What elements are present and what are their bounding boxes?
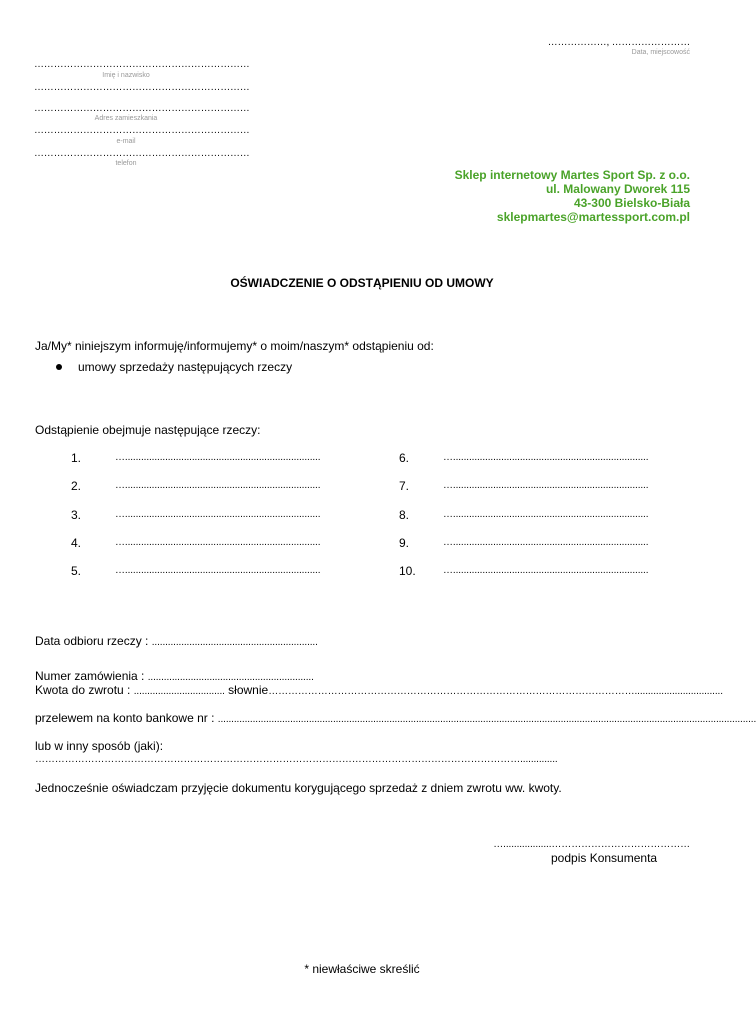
- refund-field: [35, 683, 723, 699]
- document-title: OŚWIADCZENIE O ODSTĄPIENIU OD UMOWY: [230, 276, 494, 290]
- item-dots: ….........................................................................: [443, 537, 649, 548]
- receipt-date-label: Data odbioru rzeczy :: [35, 634, 149, 648]
- item-number: 7.: [399, 479, 410, 493]
- name-dots: …………………………………………………………: [34, 59, 250, 70]
- item-number: 10.: [399, 564, 416, 578]
- item-number: 1.: [71, 451, 82, 465]
- refund-words-dots: ………………………………………………………………………………………………….................................: [268, 686, 723, 697]
- confirmation-text: Jednocześnie oświadczam przyjęcie dokumentu korygującego sprzedaż z dniem zwrotu ww. kwoty.: [35, 781, 562, 795]
- item-dots: ….........................................................................: [443, 452, 649, 463]
- email-dots: …………………………………………………………: [34, 125, 250, 136]
- refund-label: Kwota do zwrotu :: [35, 683, 131, 697]
- date-place-caption: Data, miejscowość: [631, 49, 690, 56]
- phone-caption: telefon: [115, 160, 137, 167]
- item-number: 5.: [71, 564, 82, 578]
- other-method-dots: …………………………………………………………………………………………………………………………………..............: [35, 754, 558, 765]
- item-number: 3.: [71, 508, 82, 522]
- bank-account-label: przelewem na konto bankowe nr :: [35, 711, 215, 725]
- recipient-email: sklepmartes@martessport.com.pl: [496, 210, 690, 224]
- item-dots: ….........................................................................: [115, 509, 321, 520]
- item-number: 9.: [399, 536, 410, 550]
- address-caption: Adres zamieszkania: [94, 115, 158, 122]
- bullet-item-text: umowy sprzedaży następujących rzeczy: [78, 360, 293, 374]
- address-dots-1: …………………………………………………………: [34, 82, 250, 93]
- refund-words-label: słownie: [228, 683, 269, 697]
- refund-dots: ..................................: [133, 686, 225, 697]
- phone-dots: …………………………………………………………: [34, 148, 250, 159]
- item-number: 6.: [399, 451, 410, 465]
- signature-dots: …..................……………………………………: [493, 839, 690, 850]
- address-dots-2: …………………………………………………………: [34, 103, 250, 114]
- date-place-dots: ………………, ……………………: [547, 37, 690, 48]
- other-method-label: lub w inny sposób (jaki):: [35, 739, 164, 753]
- item-dots: ….........................................................................: [115, 452, 321, 463]
- intro-text: Ja/My* niniejszym informuję/informujemy* o moim/naszym* odstąpieniu od:: [35, 339, 434, 353]
- order-number-label: Numer zamówienia :: [35, 669, 145, 683]
- recipient-city: 43-300 Bielsko-Biała: [573, 196, 690, 210]
- recipient-street: ul. Malowany Dworek 115: [545, 182, 690, 196]
- bullet-icon: [56, 364, 62, 370]
- receipt-date-field: [35, 634, 318, 650]
- signature-label: podpis Konsumenta: [551, 851, 658, 865]
- bank-account-field: [35, 711, 756, 727]
- item-dots: ….........................................................................: [443, 565, 649, 576]
- item-dots: ….........................................................................: [443, 480, 649, 491]
- item-number: 2.: [71, 479, 82, 493]
- item-number: 4.: [71, 536, 82, 550]
- item-dots: ….........................................................................: [443, 509, 649, 520]
- footnote: * niewłaściwe skreślić: [304, 962, 420, 976]
- recipient-name: Sklep internetowy Martes Sport Sp. z o.o.: [454, 168, 690, 182]
- item-dots: ….........................................................................: [115, 537, 321, 548]
- item-number: 8.: [399, 508, 410, 522]
- bank-account-dots: .........................................................................................................................................................................................................: [217, 714, 756, 725]
- items-heading: Odstąpienie obejmuje następujące rzeczy:: [35, 423, 261, 437]
- receipt-date-dots: ..............................................................: [151, 637, 318, 648]
- item-dots: ….........................................................................: [115, 480, 321, 491]
- email-caption: e-mail: [116, 138, 136, 145]
- name-caption: Imię i nazwisko: [102, 72, 150, 79]
- item-dots: ….........................................................................: [115, 565, 321, 576]
- order-number-dots: ..............................................................: [147, 672, 314, 683]
